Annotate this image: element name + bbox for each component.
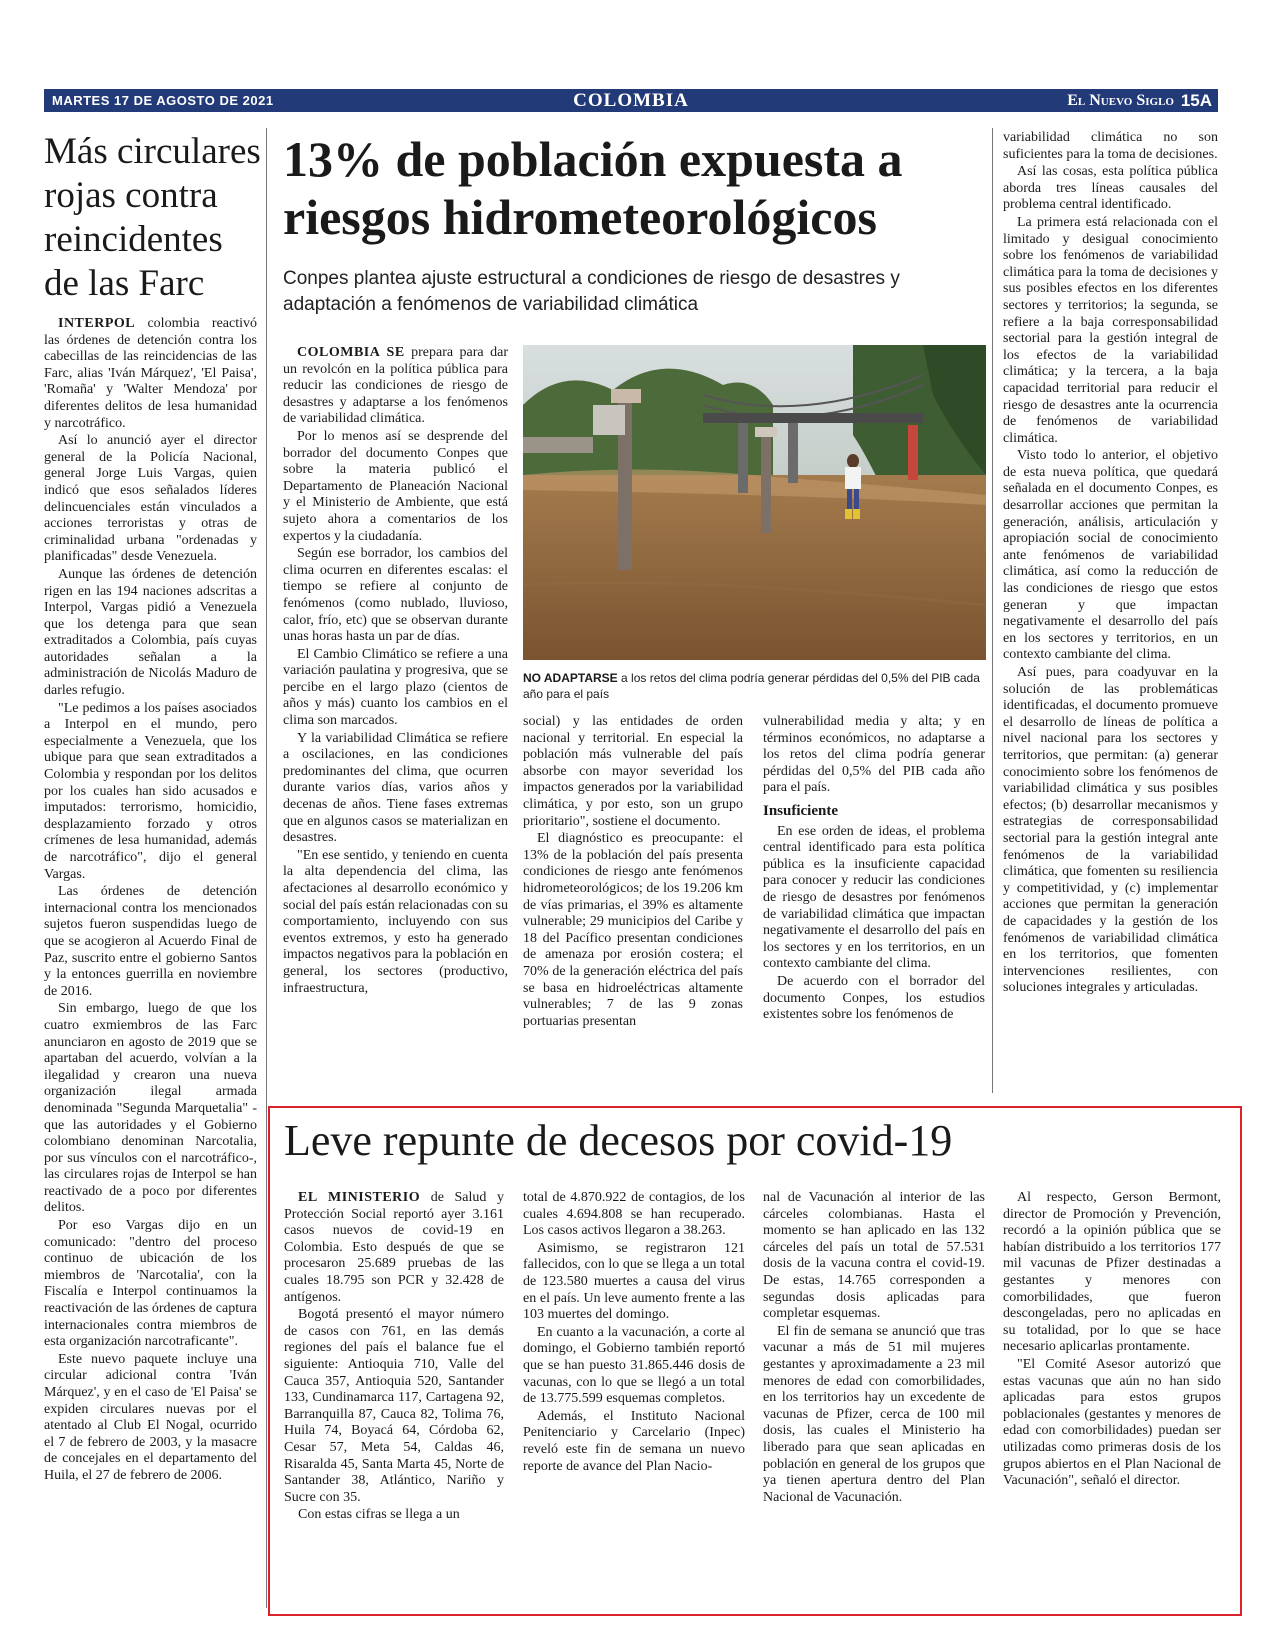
main-article-paragraph: vulnerabilidad media y alta; y en términos económicos, no adaptarse a los retos del clima podría generar pérdidas del 0,5% del PIB cada año para el país. xyxy=(763,714,985,796)
covid-article-paragraph: "El Comité Asesor autorizó que estas vacunas que aún no han sido aplicadas para estos grupos poblacionales (gestantes y menores de edad con comorbilidades) puedan ser utilizadas como primeras dosis de los grupos abiertos en el Plan Nacional de Vacunación", señaló el director. xyxy=(1003,1356,1221,1489)
covid-article-paragraph: EL MINISTERIO de Salud y Protección Social reportó ayer 3.161 casos nuevos de covid-19 en Colombia. Esto después de que se procesaron 25.689 pruebas de las cuales 18.795 son PCR y 32.428 de antígenos. xyxy=(284,1190,504,1305)
covid-article-column-3 xyxy=(763,1190,985,1507)
main-article-deck: Conpes plantea ajuste estructural a condiciones de riesgo de desastres y adaptación a fenómenos de variabilidad climática xyxy=(283,268,900,315)
main-article-column-3 xyxy=(763,714,985,1025)
left-article-paragraph: Las órdenes de detención internacional contra los mencionados sujetos fueron suspendidas luego de que se acogieron al Acuerdo Final de Paz, suscrito entre el gobierno Santos y la entonces guerrilla en noviembre de 2016. xyxy=(44,884,257,999)
covid-article-paragraph: Al respecto, Gerson Bermont, director de Promoción y Prevención, recordó a la opinión pública que se habían distribuido a los territorios 177 mil vacunas de Pfizer destinadas a gestantes y menores con comorbilidades, que fueron descongeladas, pero no aplicadas en su totalidad, por lo que se hace necesario aplicarlas prontamente. xyxy=(1003,1190,1221,1355)
left-article-title: Más circulares rojas contra reincidentes de las Farc xyxy=(44,131,261,304)
covid-article-paragraph: El fin de semana se anunció que tras vacunar a más de 51 mil mujeres gestantes y aproximadamente a 23 mil menores de edad con comorbilidades, en los territorios hay un excedente de vacunas de Pfizer, cerca de 100 mil dosis, las cuales el Ministerio ha liberado para que sean aplicadas en población en general de los grupos que ya tienen apertura dentro del Plan Nacional de Vacunación. xyxy=(763,1323,985,1505)
main-article-paragraph: social) y las entidades de orden nacional y territorial. En especial la población más vulnerable del país absorbe con mayor severidad los impactos generados por la variabilidad climática, y por esto, son un grupo prioritario", sostiene el documento. xyxy=(523,714,743,829)
covid-article-column-2 xyxy=(523,1190,745,1476)
covid-article-paragraph: total de 4.870.922 de contagios, de los cuales 4.694.808 se han recuperado. Los casos activos llegaron a 38.263. xyxy=(523,1190,745,1239)
main-article-paragraph: Visto todo lo anterior, el objetivo de esta nueva política, que quedará señalada en el documento Conpes, es desarrollar acciones que permitan la generación, análisis, articulación y apropiación social de conocimiento ante fenómenos de variabilidad climática, así como la reducción de las condiciones de riesgo que estos generan y que impactan negativamente el desarrollo del país en los sectores y territorios, en un contexto cambiante del clima. xyxy=(1003,448,1218,663)
covid-article-paragraph: Con estas cifras se llega a un xyxy=(298,1507,460,1523)
left-article-paragraph: "Le pedimos a los países asociados a Interpol en el mundo, pero especialmente a Venezuela, que los ubique para que sean extraditados a Colombia y respondan por los delitos por los cuales han sido acusados e imputados: terrorismo, homicidio, desplazamiento forzado y otros crímenes de lesa humanidad, además de narcotráfico", dijo el general Vargas. xyxy=(44,700,257,882)
covid-article-title: Leve repunte de decesos por covid-19 xyxy=(284,1116,953,1165)
covid-article-paragraph: Bogotá presentó el mayor número de casos con 761, en las demás regiones del país el balance fue el siguiente: Antioquia 710, Valle del Cauca 357, Antioquia 520, Santander 133, Cundinamarca 117, Cartagena 92, Barranquilla 87, Cauca 82, Tolima 76, Huila 74, Boyacá 64, Córdoba 62, Cesar 57, Meta 54, Caldas 46, Risaralda 45, Santa Marta 45, Norte de Santander 38, Atlántico, Nariño y Sucre con 35. xyxy=(284,1307,504,1505)
main-article-paragraph: Así pues, para coadyuvar en la solución de las problemáticas identificadas, el documento promueve el desarrollo de líneas de política a nivel nacional para los sectores y territorios, que permitan: (a) generar conocimiento sobre los fenómenos de variabilidad climática y sus posibles efectos; (b) desarrollar mecanismos y estrategias de corresponsabilidad sectorial para la gestión integral ante fenómenos de la variabilidad climática, que fomenten su resiliencia y competitividad, y (c) implementar acciones que permitan la generación de capacidades y la gestión de los fenómenos de variabilidad climática en los territorios, que fomenten intervenciones resilientes, con soluciones integrales y articuladas. xyxy=(1003,665,1218,996)
covid-article-lead: EL MINISTERIO xyxy=(298,1190,421,1205)
section-header-bar xyxy=(44,89,1218,112)
main-article-column-1 xyxy=(283,345,508,998)
main-article-paragraph: Según ese borrador, los cambios del clima ocurren en diferentes escalas: el tiempo se refiere al conjunto de fenómenos (como nublado, lluvioso, calor, frío, etc) que se observan durante unas horas hasta un par de días. xyxy=(283,546,508,645)
column-divider xyxy=(992,128,993,1093)
main-article-paragraph: "En ese sentido, y teniendo en cuenta la alta dependencia del clima, las afectaciones al desarrollo económico y social del país están relacionadas con su comportamiento, incluyendo con sus eventos extremos, y esto ha generado impactos negativos para la población en general, los sectores (productivo, infraestructura, xyxy=(283,847,508,996)
covid-article-column-4 xyxy=(1003,1190,1221,1491)
caption-lead: NO ADAPTARSE xyxy=(523,671,618,685)
main-article-paragraph: El Cambio Climático se refiere a una variación paulatina y progresiva, que se percibe en el largo plazo (cientos de años y más) cuanto los cambios en el clima son marcados. xyxy=(283,646,508,729)
main-article-paragraph: En ese orden de ideas, el problema central identificado para esta política pública es la insuficiente capacidad para conocer y reducir las condiciones de riesgo de desastres por fenómenos de variabilidad climática que impactan negativamente el desarrollo del país en los sectores y en los territorios, en un contexto cambiante del clima. xyxy=(763,823,985,972)
left-article-paragraph: Por eso Vargas dijo en un comunicado: "dentro del proceso continuo de ubicación de los miembros de 'Narcotalia', con la Fiscalía e Interpol continuamos la reactivación de las órdenes de captura internacionales contra miembros de esta organización narcotraficante". xyxy=(44,1218,257,1350)
main-article-lead: COLOMBIA SE xyxy=(297,345,405,360)
main-article-column-4 xyxy=(1003,130,1218,998)
main-article-paragraph: El diagnóstico es preocupante: el 13% de la población del país presenta condiciones de riesgo ante fenómenos hidrometeorológicos; de los 19.206 km de vías primarias, el 39% es altamente vulnerable; 29 municipios del Caribe y 18 del Pacífico presentan condiciones de amenaza por erosión costera; el 70% de la generación eléctrica del país se basa en hidroeléctricas altamente vulnerables; 7 de las 9 zonas portuarias presentan xyxy=(523,831,743,1029)
covid-article-column-1 xyxy=(284,1190,504,1525)
left-article-lead: INTERPOL xyxy=(58,316,136,331)
main-article-paragraph: De acuerdo con el borrador del documento Conpes, los estudios existentes sobre los fenómenos de xyxy=(763,973,985,1023)
left-article-paragraph: Así lo anunció ayer el director general de la Policía Nacional, general Jorge Luis Vargas, quien indicó que esos señalados líderes delincuenciales están vinculados a acciones terroristas y otras de criminalidad urbana "ordenadas y planificadas" desde Venezuela. xyxy=(44,433,257,565)
covid-article-paragraph: nal de Vacunación al interior de las cárceles colombianas. Hasta el momento se han aplicado en las 132 cárceles del país un total de 57.531 dosis de la vacuna contra el covid-19. De estas, 14.765 corresponden a segundas dosis aplicadas para completar esquemas. xyxy=(763,1190,985,1322)
flood-photo-image xyxy=(523,345,986,660)
main-article-column-2 xyxy=(523,714,743,1031)
main-article-title: 13% de población expuesta a riesgos hidrometeorológicos xyxy=(283,131,903,245)
page-number: 15A xyxy=(1180,91,1212,110)
main-article-paragraph: COLOMBIA SE prepara para dar un revolcón en la política pública para reducir las condiciones de riesgo de desastres y adaptarse a los fenómenos de variabilidad climática. xyxy=(283,345,508,427)
main-article-paragraph: variabilidad climática no son suficientes para la toma de decisiones. xyxy=(1003,130,1218,162)
main-article-paragraph: Así las cosas, esta política pública aborda tres líneas causales del problema central identificado. xyxy=(1003,164,1218,213)
caption-text: a los retos del clima podría generar pérdidas del 0,5% del PIB cada año para el país xyxy=(523,671,980,701)
left-article-paragraph: Este nuevo paquete incluye una circular adicional contra 'Iván Márquez', y en el caso de 'El Paisa' se expiden circulares nuevas por el atentado al Club El Nogal, ocurrido el 7 de febrero de 2003, y la masacre de concejales en el departamento del Huila, el 27 de febrero de 2006. xyxy=(44,1351,257,1483)
issue-date: MARTES 17 DE AGOSTO DE 2021 xyxy=(52,93,274,108)
photo-caption xyxy=(523,670,985,702)
main-article-subhead: Insuficiente xyxy=(763,802,838,819)
main-article-paragraph: Por lo menos así se desprende del borrador del documento Conpes que sobre la materia publicó el Departamento de Planeación Nacional y el Ministerio de Ambiente, que está sujeto ahora a comentarios de los expertos y la ciudadanía. xyxy=(283,428,508,544)
newspaper-brand: El Nuevo Siglo xyxy=(1067,92,1174,109)
covid-article-paragraph: Asimismo, se registraron 121 fallecidos, con lo que se llega a un total de 123.580 muertes a causa del virus en el país. Un leve aumento frente a las 103 muertes del domingo. xyxy=(523,1240,745,1323)
covid-article-paragraph: Además, el Instituto Nacional Penitenciario y Carcelario (Inpec) reveló este fin de semana un nuevo reporte de avance del Plan Nacio- xyxy=(523,1408,745,1474)
left-article-paragraph: INTERPOL colombia reactivó las órdenes de detención contra los cabecillas de las reincidencias de las Farc, alias 'Iván Márquez', 'El Paisa', 'Romaña' y 'Walter Mendoza' por diferentes delitos de lesa humanidad y narcotráfico. xyxy=(44,316,257,431)
column-divider xyxy=(266,128,267,1608)
section-title: COLOMBIA xyxy=(573,90,689,111)
left-article-paragraph: Sin embargo, luego de que los cuatro exmiembros de las Farc anunciaron en agosto de 2019 que se apartaban del acuerdo, volvían a la ilegalidad y crearon una nueva organización ilegal armada denominada "Segunda Marquetalia" -que las autoridades y el Gobierno colombiano denominan Narcotalia, por sus vínculos con el narcotráfico-, las circulares rojas de Interpol se han reactivado de a poco por diferentes delitos. xyxy=(44,1001,257,1216)
main-article-paragraph: Y la variabilidad Climática se refiere a oscilaciones, en las condiciones predominantes del clima, que ocurren durante varios días, varios años y decenas de años. Tiene fases extremas que en algunos casos se materializan en desastres. xyxy=(283,730,508,846)
flood-photo xyxy=(523,345,986,660)
left-article-paragraph: Aunque las órdenes de detención rigen en las 194 naciones adscritas a Interpol, Vargas pidió a Venezuela que los detenga para que sean extraditados a Colombia, país cuyas autoridades señalan a la administración de Nicolás Maduro de darles refugio. xyxy=(44,566,257,699)
covid-article-paragraph: En cuanto a la vacunación, a corte al domingo, el Gobierno también reportó que se han puesto 31.865.446 dosis de vacunas, con lo que se llegó a un total de 13.775.599 esquemas completos. xyxy=(523,1324,745,1407)
left-article-body xyxy=(44,316,257,1486)
main-article-paragraph: La primera está relacionada con el limitado y desigual conocimiento sobre los fenómenos de variabilidad climática para la toma de decisiones y sus posibles efectos en los diferentes sectores y territorios; la segunda, se refiere a la baja corresponsabilidad sectorial para la gestión integral de los efectos de la variabilidad climática; y la tercera, a la baja capacidad territorial para reducir el riesgo de desastres ante la ocurrencia de fenómenos de variabilidad climática. xyxy=(1003,214,1218,446)
